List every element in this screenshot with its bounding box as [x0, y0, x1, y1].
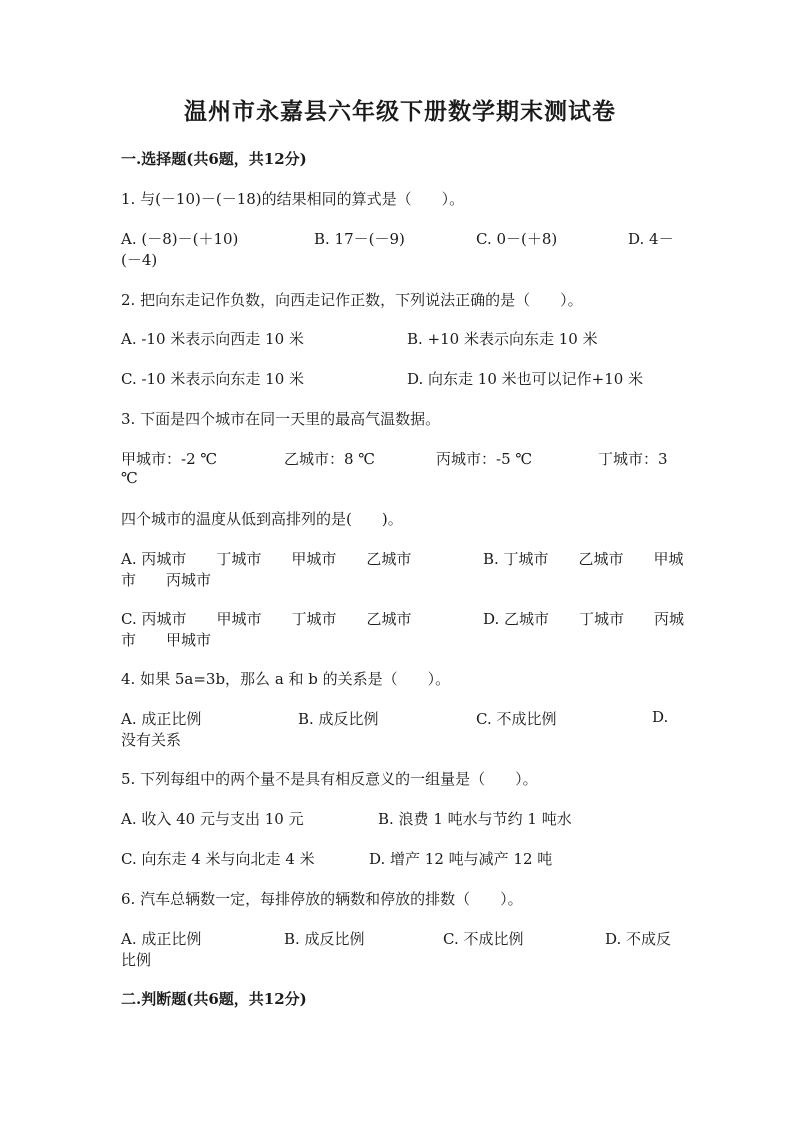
question-3-option-d: D. 乙城市 丁城市 丙城: [483, 610, 685, 628]
question-3-option-c: C. 丙城市 甲城市 丁城市 乙城市: [121, 610, 412, 628]
question-1-option-b: B. 17－(－9): [314, 230, 405, 248]
section-judge-heading: 二.判断题(共6题，共12分): [121, 990, 307, 1008]
question-4-option-c: C. 不成比例: [476, 710, 557, 728]
question-5-option-d: D. 增产 12 吨与减产 12 吨: [369, 850, 553, 868]
question-4-option-b: B. 成反比例: [298, 710, 379, 728]
page-title: 温州市永嘉县六年级下册数学期末测试卷: [184, 98, 616, 125]
question-3-city-bing: 丙城市：-5 ℃: [436, 450, 533, 468]
question-5-option-b: B. 浪费 1 吨水与节约 1 吨水: [378, 810, 572, 828]
question-4-option-a: A. 成正比例: [121, 710, 202, 728]
question-6-option-c: C. 不成比例: [443, 930, 524, 948]
question-2-stem: 2. 把向东走记作负数，向西走记作正数，下列说法正确的是（ ）。: [121, 291, 583, 309]
question-1-option-d: D. 4－: [628, 230, 674, 248]
question-1-option-a: A. (－8)－(＋10): [121, 230, 239, 248]
question-1-stem: 1. 与(－10)－(－18)的结果相同的算式是（ ）。: [121, 190, 465, 208]
question-3-option-a: A. 丙城市 丁城市 甲城市 乙城市: [121, 550, 412, 568]
question-3-option-d-continued: 市 甲城市: [121, 631, 212, 649]
question-2-option-b: B. +10 米表示向东走 10 米: [407, 330, 598, 348]
question-4-option-d: D.: [652, 708, 669, 726]
question-3-option-b: B. 丁城市 乙城市 甲城: [483, 550, 684, 568]
question-3-city-yi: 乙城市：8 ℃: [284, 450, 376, 468]
question-2-option-c: C. -10 米表示向东走 10 米: [121, 370, 305, 388]
question-6-option-a: A. 成正比例: [121, 930, 202, 948]
question-2-option-d: D. 向东走 10 米也可以记作+10 米: [407, 370, 644, 388]
question-6-option-d: D. 不成反: [605, 930, 672, 948]
question-4-option-d-continued: 没有关系: [121, 731, 182, 749]
question-1-option-d-continued: (－4): [121, 251, 158, 269]
question-5-option-c: C. 向东走 4 米与向北走 4 米: [121, 850, 315, 868]
question-1-option-c: C. 0－(＋8): [476, 230, 558, 248]
question-3-option-b-continued: 市 丙城市: [121, 571, 212, 589]
question-6-option-d-continued: 比例: [121, 951, 152, 969]
question-5-stem: 5. 下列每组中的两个量不是具有相反意义的一组量是（ ）。: [121, 770, 538, 788]
question-3-city-ding-continued: ℃: [121, 469, 138, 487]
question-6-stem: 6. 汽车总辆数一定，每排停放的辆数和停放的排数（ ）。: [121, 890, 523, 908]
question-6-option-b: B. 成反比例: [284, 930, 365, 948]
section-choice-heading: 一.选择题(共6题，共12分): [121, 150, 307, 168]
question-3-city-ding: 丁城市：3: [598, 450, 668, 468]
question-4-stem: 4. 如果 5a=3b，那么 a 和 b 的关系是（ ）。: [121, 670, 451, 688]
question-5-option-a: A. 收入 40 元与支出 10 元: [121, 810, 304, 828]
question-3-city-jia: 甲城市：-2 ℃: [121, 450, 218, 468]
question-3-ask: 四个城市的温度从低到高排列的是( )。: [121, 510, 403, 528]
question-2-option-a: A. -10 米表示向西走 10 米: [121, 330, 304, 348]
question-3-stem: 3. 下面是四个城市在同一天里的最高气温数据。: [121, 410, 441, 428]
